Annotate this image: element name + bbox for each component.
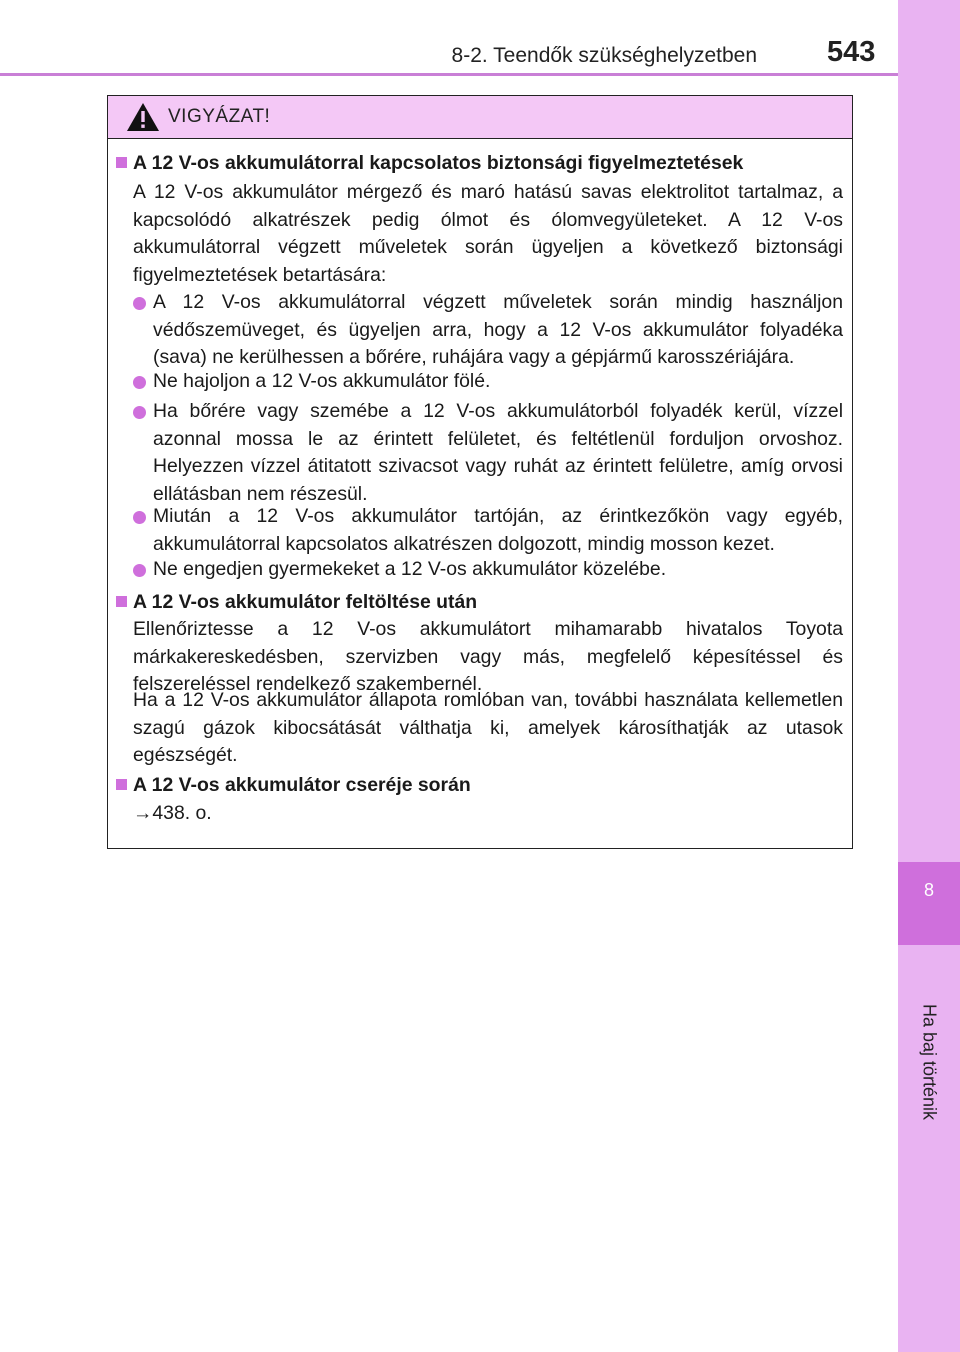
warning-box xyxy=(107,95,853,849)
paragraph: Ellenőriztesse a 12 V-os akkumulátort mihamarabb hivatalos Toyota márkakereskedésben, szervizben vagy más, megfelelő képesítéssel és felszereléssel rendelkező szakembernél. xyxy=(133,618,843,695)
section-heading xyxy=(116,150,743,178)
list-item-text: A 12 V-os akkumulátorral végzett műveletek során mindig használjon védőszemüveget, és ügyeljen arra, hogy a 12 V-os akkumulátor folyadéka (sava) ne kerülhessen a bőrére, ruhájára vagy a gépjármű karosszériájára. xyxy=(153,291,843,368)
square-bullet-icon xyxy=(116,779,127,790)
list-item-text: Ne hajoljon a 12 V-os akkumulátor fölé. xyxy=(153,370,491,392)
page-number: 543 xyxy=(827,36,876,68)
paragraph: Ha a 12 V-os akkumulátor állapota romlóban van, további használata kellemetlen szagú gázok kibocsátását válthatja ki, amelyek károsíthatják az utasok egészségét. xyxy=(133,689,843,766)
heading-text: A 12 V-os akkumulátorral kapcsolatos biztonsági figyelmeztetések xyxy=(133,152,744,174)
warning-title: VIGYÁZAT! xyxy=(168,106,271,127)
list-item-text: Ne engedjen gyermekeket a 12 V-os akkumulátor közelébe. xyxy=(153,558,667,580)
circle-bullet-icon xyxy=(133,511,146,524)
list-item xyxy=(133,503,843,558)
warning-triangle-icon xyxy=(126,102,160,132)
list-item xyxy=(133,368,843,396)
list-item xyxy=(133,556,843,584)
square-bullet-icon xyxy=(116,157,127,168)
list-item-text: Miután a 12 V-os akkumulátor tartóján, az érintkezőkön vagy egyéb, akkumulátorral kapcsolatos alkatrészen dolgozott, mindig mosson kezet. xyxy=(153,505,843,555)
chapter-tab-box xyxy=(898,862,960,945)
list-item-text: Ha bőrére vagy szemébe a 12 V-os akkumulátorból folyadék kerül, vízzel azonnal mossa le az érintett felületet, és feltétlenül forduljon orvoshoz. Helyezzen vízzel átitatott szivacsot vagy ruhát az érintett felületre, amíg orvosi ellátásban nem részesül. xyxy=(153,400,843,505)
list-item xyxy=(133,289,843,372)
header-rule xyxy=(0,73,898,76)
intro-paragraph: A 12 V-os akkumulátor mérgező és maró hatású savas elektrolitot tartalmaz, a kapcsolódó alkatrészek pedig ólmot és ólomvegyületeket. A 12 V-os akkumulátorral végzett műveletek során ügyeljen a következő biztonsági figyelmeztetések betartására: xyxy=(133,181,843,286)
warning-header xyxy=(108,96,852,139)
section-heading xyxy=(116,589,477,617)
chapter-title: Ha baj történik xyxy=(919,1003,940,1121)
section-title: 8-2. Teendők szükséghelyzetben xyxy=(451,44,757,67)
page-reference: →438. o. xyxy=(133,802,212,824)
circle-bullet-icon xyxy=(133,406,146,419)
section-heading xyxy=(116,772,471,800)
chapter-number: 8 xyxy=(923,880,934,900)
circle-bullet-icon xyxy=(133,564,146,577)
list-item xyxy=(133,398,843,508)
circle-bullet-icon xyxy=(133,297,146,310)
square-bullet-icon xyxy=(116,596,127,607)
heading-text: A 12 V-os akkumulátor feltöltése után xyxy=(133,591,478,613)
circle-bullet-icon xyxy=(133,376,146,389)
side-tab xyxy=(898,0,960,1352)
heading-text: A 12 V-os akkumulátor cseréje során xyxy=(133,774,471,796)
